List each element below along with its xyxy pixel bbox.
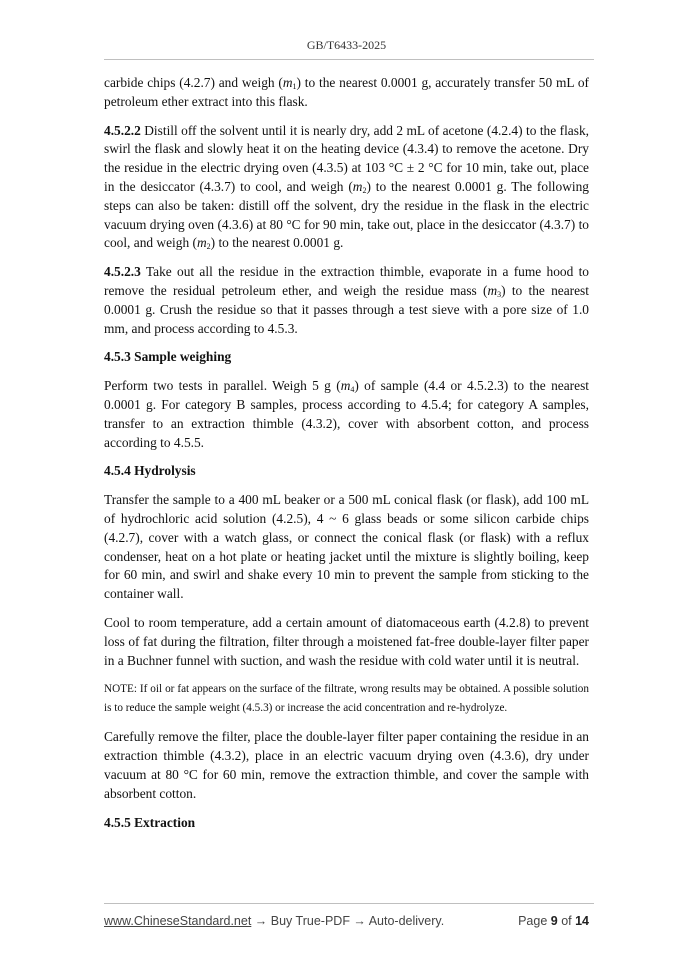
section-heading-4-5-4: 4.5.4 Hydrolysis — [104, 463, 196, 479]
section-heading-4-5-3: 4.5.3 Sample weighing — [104, 349, 232, 365]
footer-promo — [104, 914, 444, 928]
text: ) to the nearest 0.0001 g. — [210, 235, 344, 251]
total-pages: 14 — [575, 914, 589, 928]
sample-weighing-paragraph — [104, 377, 589, 452]
clause-number: 4.5.2.2 — [104, 122, 141, 138]
hydrolysis-paragraph-1: Transfer the sample to a 400 mL beaker or a 500 mL conical flask (or flask), add 100 mL of hydrochloric acid solution (4.2.5), 4 ~ 6 glass beads or some silicon carbide chips (4.2.7), cover with a watch glass, or connect the conical flask (or flask) with a reflux condenser, heat on a hot plate or heating jacket until the mixture is slightly boiling, keep for 60 min, and swirl and shake every 10 min to prevent the sample from sticking to the container wall. — [104, 492, 589, 602]
mass-symbol: m — [282, 75, 293, 90]
footer-divider — [104, 903, 594, 904]
buy-pdf-text: Buy True-PDF — [270, 914, 350, 928]
page-body — [104, 74, 589, 832]
subscript: 1 — [292, 82, 297, 91]
hydrolysis-paragraph-3: Carefully remove the filter, place the double-layer filter paper containing the residue in an extraction thimble (4.3.2), place in an electric vacuum drying oven (4.3.6), dry under vacuum at 80 °C for 60 min, remove the extraction thimble, and cover the sample with absorbent cotton. — [104, 729, 589, 801]
page-indicator — [518, 914, 589, 928]
hydrolysis-paragraph-2: Cool to room temperature, add a certain amount of diatomaceous earth (4.2.8) to prevent loss of fat during the filtration, filter through a moistened fat-free double-layer filter paper in a Buchner funnel with suction, and wash the residue with cold water until it is neutral. — [104, 614, 589, 668]
of-label: of — [557, 914, 576, 928]
text: Perform two tests in parallel. Weigh 5 g ( — [104, 378, 341, 394]
delivery-text: Auto-delivery. — [368, 914, 445, 928]
header-divider — [104, 59, 594, 60]
mass-symbol: m — [352, 178, 363, 194]
clause-4-5-2-3 — [104, 263, 589, 338]
arrow-icon: → — [349, 914, 369, 928]
text: Distill off the solvent until it is nearly dry, add 2 mL of acetone (4.2.4) to the flask, swirl the flask and slowly heat it on the heating device (4.3.4) to remove the acetone. Dry the residue in the electric drying oven (4.3.5) at 103 °C ± 2 °C for 10 min, take out, place in the desiccator (4.3.7) to cool, and weigh ( — [104, 122, 589, 194]
clause-number: 4.5.2.3 — [104, 264, 141, 280]
subscript: 2 — [362, 185, 367, 195]
mass-symbol: m — [196, 235, 207, 251]
text: carbide chips (4.2.7) and weigh ( — [104, 75, 283, 90]
note: NOTE: If oil or fat appears on the surface of the filtrate, wrong results may be obtained. A possible solution is to reduce the sample weight (4.5.3) or increase the acid concentration and re-hydrolyze. — [104, 683, 589, 715]
arrow-icon: → — [251, 914, 271, 928]
document-header: GB/T6433-2025 — [306, 38, 387, 52]
current-page: 9 — [550, 914, 558, 928]
mass-symbol: m — [340, 378, 351, 394]
text: Take out all the residue in the extraction thimble, evaporate in a fume hood to remove the residual petroleum ether, and weigh the residue mass ( — [104, 264, 589, 298]
text: ) to the nearest 0.0001 g. Crush the residue so that it passes through a test sieve with a pore size of 1.0 mm, and process according to 4.5.3. — [104, 282, 589, 336]
subscript: 2 — [206, 242, 211, 252]
text: ) of sample (4.4 or 4.5.2.3) to the nearest 0.0001 g. For category B samples, process according to 4.5.4; for category A samples, transfer to an extraction thimble (4.3.2), cover with absorbent cotton, and process according to 4.5.5. — [104, 378, 589, 450]
page-footer — [104, 914, 589, 932]
clause-4-5-2-2 — [104, 122, 589, 254]
page-label: Page — [518, 914, 551, 928]
mass-symbol: m — [487, 282, 498, 298]
text: ) to the nearest 0.0001 g. The following steps can also be taken: distill off the solvent, dry the residue in the flask in the electric vacuum drying oven (4.3.6) at 80 °C for 90 min, take out, place in the desiccator (4.3.7) to cool, and weigh ( — [104, 178, 589, 251]
text: ) to the nearest 0.0001 g, accurately transfer 50 mL of petroleum ether extract into this flask. — [104, 75, 589, 109]
paragraph-continuation — [104, 74, 589, 112]
subscript: 4 — [350, 385, 355, 395]
section-heading-4-5-5: 4.5.5 Extraction — [104, 814, 196, 830]
subscript: 3 — [497, 289, 502, 299]
site-link[interactable]: www.ChineseStandard.net — [104, 914, 252, 928]
